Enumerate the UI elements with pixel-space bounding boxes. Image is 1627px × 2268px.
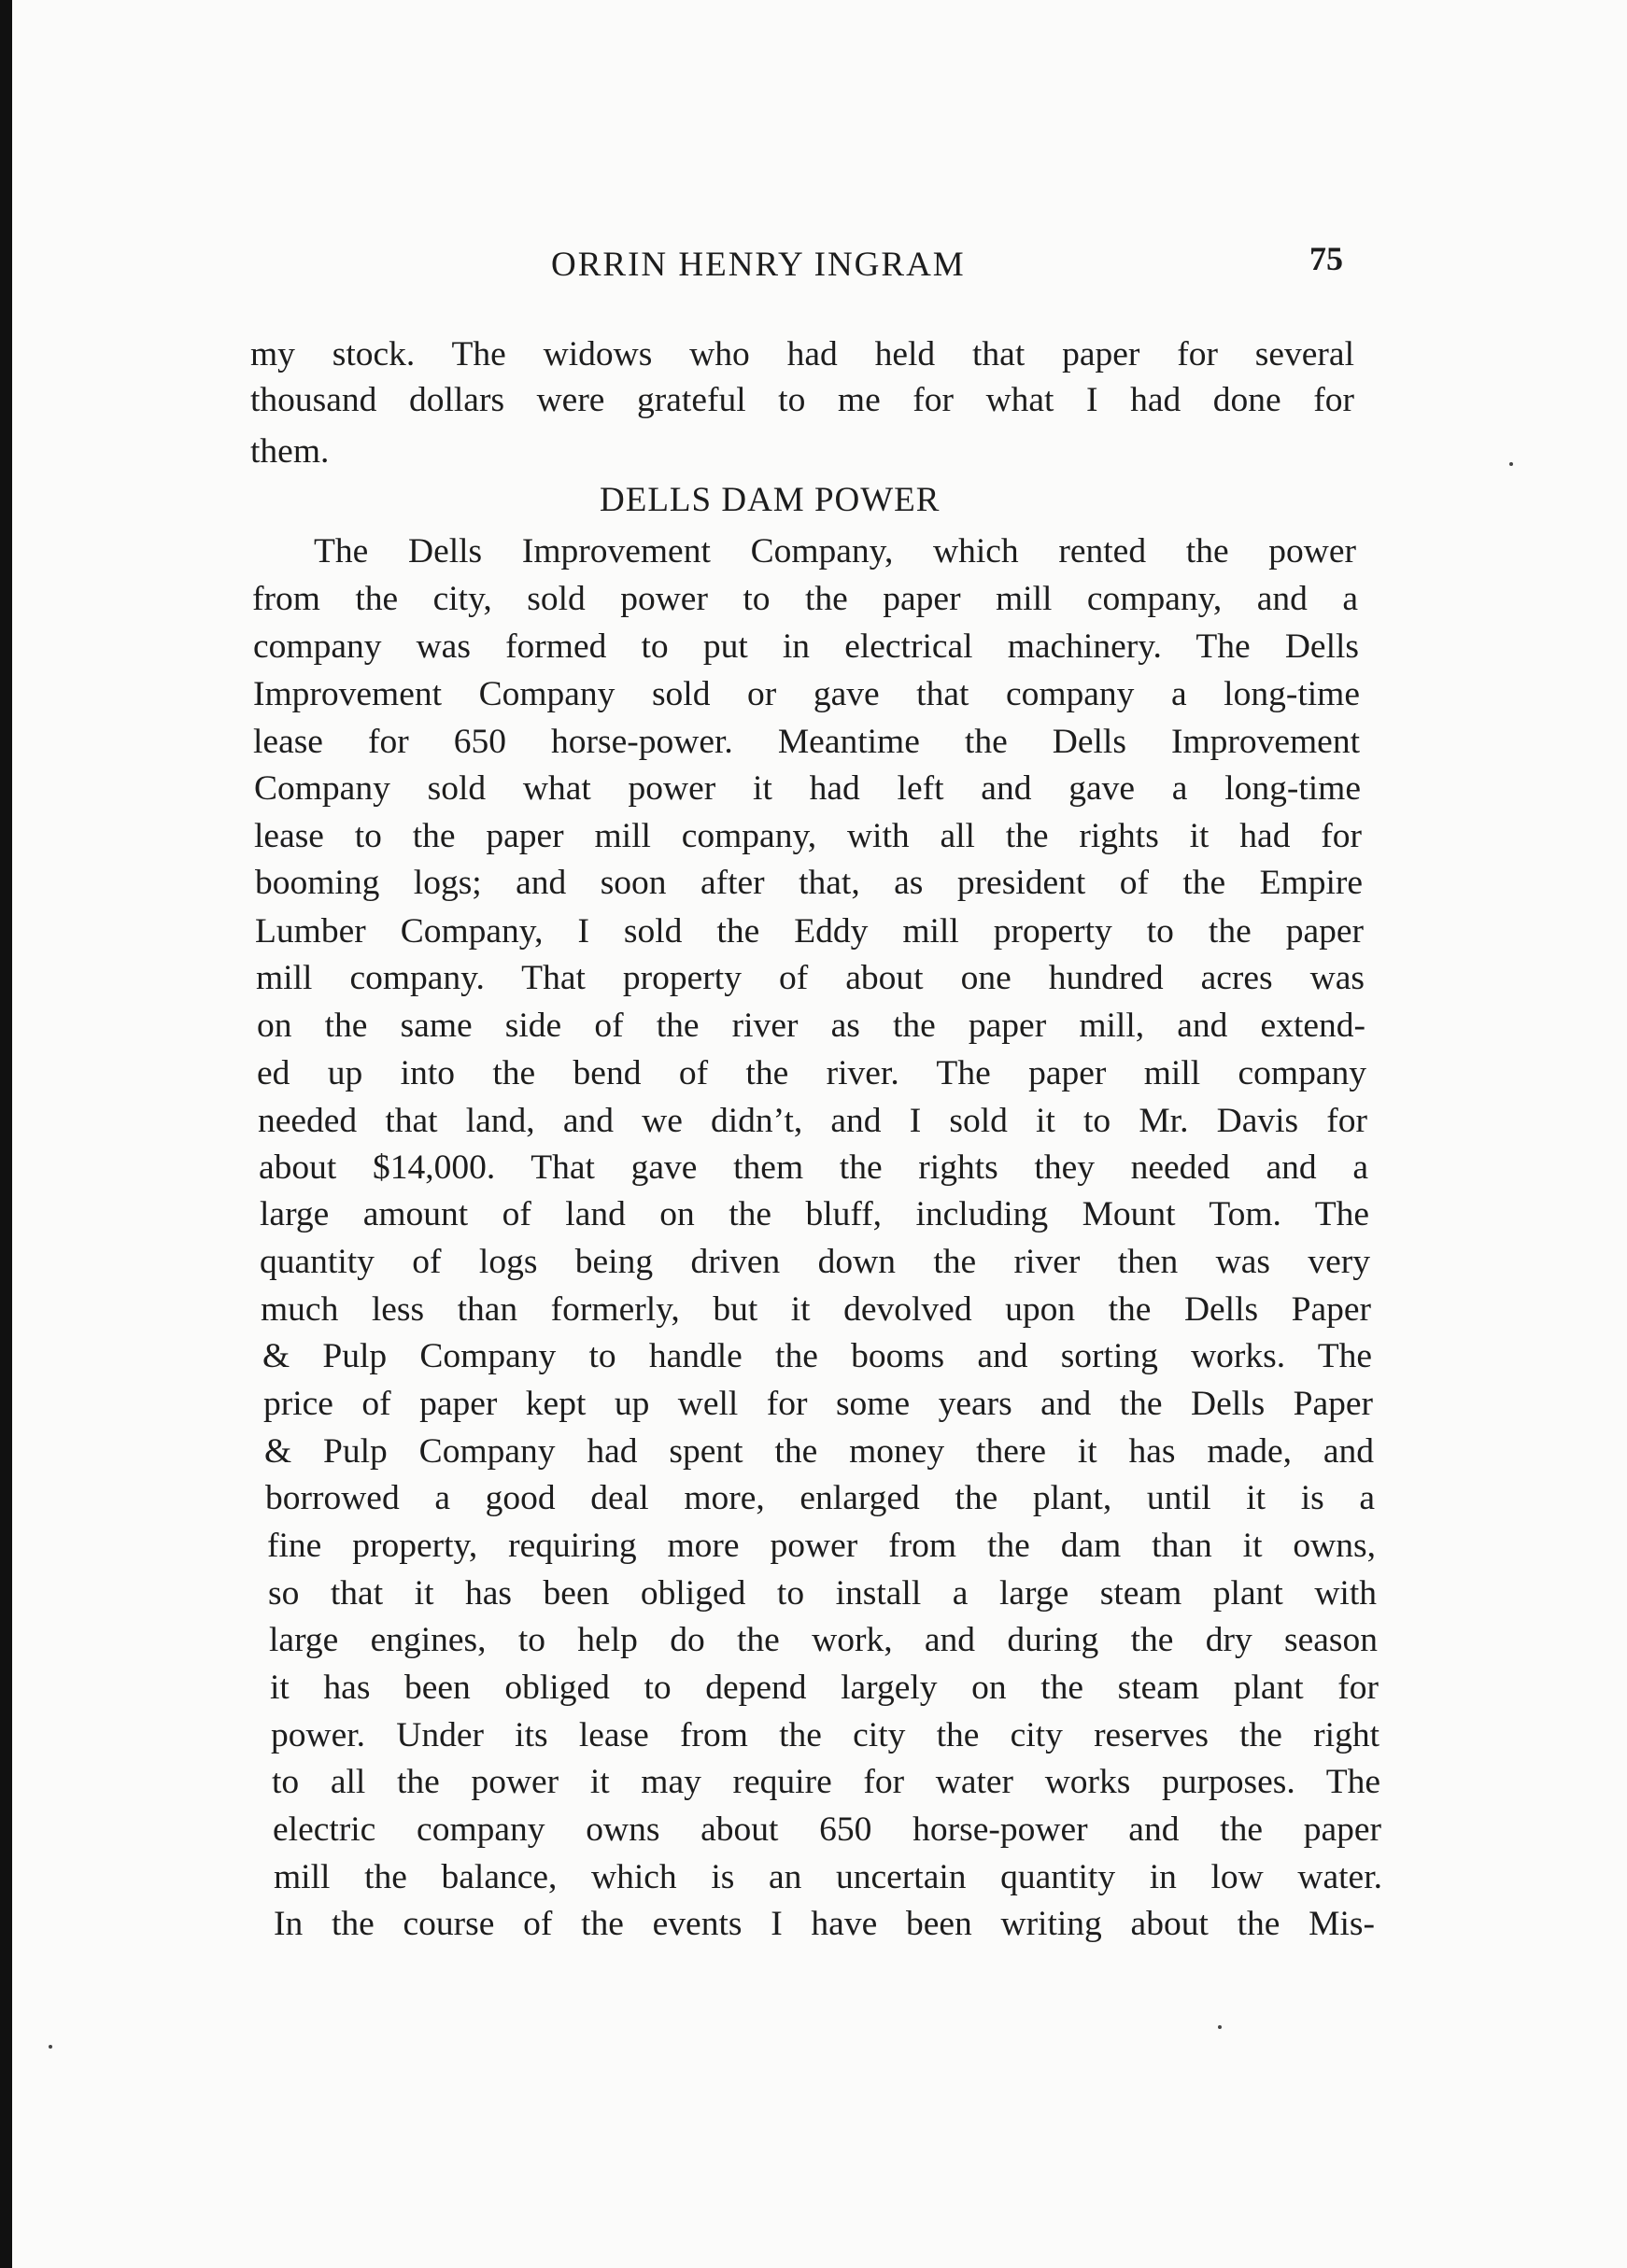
text-line: mill the balance, which is an uncertain quantity in low water. bbox=[274, 1858, 1382, 1896]
page-speck bbox=[1218, 2025, 1222, 2029]
text-line: it has been obliged to depend largely on the steam plant for bbox=[270, 1669, 1379, 1707]
text-line: fine property, requiring more power from the dam than it owns, bbox=[267, 1527, 1376, 1565]
section-heading: DELLS DAM POWER bbox=[600, 481, 941, 519]
text-line: thousand dollars were grateful to me for what I had done for bbox=[250, 381, 1354, 419]
text-line: borrowed a good deal more, enlarged the plant, until it is a bbox=[265, 1479, 1375, 1517]
text-line: & Pulp Company had spent the money there it has made, and bbox=[264, 1432, 1374, 1471]
text-line: booming logs; and soon after that, as president of the Empire bbox=[255, 864, 1363, 902]
text-line: large engines, to help do the work, and during the dry season bbox=[269, 1621, 1378, 1659]
text-line: large amount of land on the bluff, including Mount Tom. The bbox=[260, 1195, 1369, 1233]
text-line: The Dells Improvement Company, which rented the power bbox=[314, 532, 1356, 571]
text-line: quantity of logs being driven down the river then was very bbox=[260, 1243, 1370, 1281]
text-line: company was formed to put in electrical machinery. The Dells bbox=[253, 627, 1359, 666]
text-line: from the city, sold power to the paper mill company, and a bbox=[252, 580, 1358, 618]
text-line: electric company owns about 650 horse-power and the paper bbox=[273, 1810, 1381, 1849]
text-line: Improvement Company sold or gave that company a long-time bbox=[253, 675, 1360, 713]
text-line: In the course of the events I have been writing about the Mis- bbox=[274, 1905, 1375, 1943]
text-line: about $14,000. That gave them the rights they needed and a bbox=[259, 1148, 1368, 1187]
text-line: my stock. The widows who had held that paper for several bbox=[250, 335, 1354, 373]
text-line: price of paper kept up well for some years and the Dells Paper bbox=[263, 1385, 1373, 1423]
text-line: ed up into the bend of the river. The paper mill company bbox=[257, 1054, 1366, 1092]
page-speck bbox=[49, 2045, 52, 2049]
page-speck bbox=[1509, 462, 1513, 466]
page-binding-edge bbox=[0, 0, 12, 2268]
text-line: to all the power it may require for water works purposes. The bbox=[272, 1763, 1380, 1801]
text-line: & Pulp Company to handle the booms and sorting works. The bbox=[262, 1337, 1372, 1375]
text-line: lease for 650 horse-power. Meantime the Dells Improvement bbox=[253, 723, 1360, 761]
text-line: on the same side of the river as the paper mill, and extend- bbox=[257, 1007, 1365, 1045]
text-line: Lumber Company, I sold the Eddy mill property to the paper bbox=[255, 912, 1364, 951]
text-line: much less than formerly, but it devolved upon the Dells Paper bbox=[261, 1290, 1371, 1329]
text-line: lease to the paper mill company, with all the rights it had for bbox=[254, 817, 1362, 855]
text-line: needed that land, and we didn’t, and I sold it to Mr. Davis for bbox=[258, 1102, 1367, 1140]
text-line: Company sold what power it had left and gave a long-time bbox=[254, 769, 1361, 808]
text-line: so that it has been obliged to install a large steam plant with bbox=[268, 1574, 1377, 1613]
running-header-title: ORRIN HENRY INGRAM bbox=[551, 246, 966, 284]
text-line: power. Under its lease from the city the city reserves the right bbox=[271, 1716, 1379, 1754]
text-line: them. bbox=[250, 432, 330, 471]
page-number: 75 bbox=[1309, 240, 1343, 277]
text-line: mill company. That property of about one hundred acres was bbox=[256, 959, 1365, 997]
